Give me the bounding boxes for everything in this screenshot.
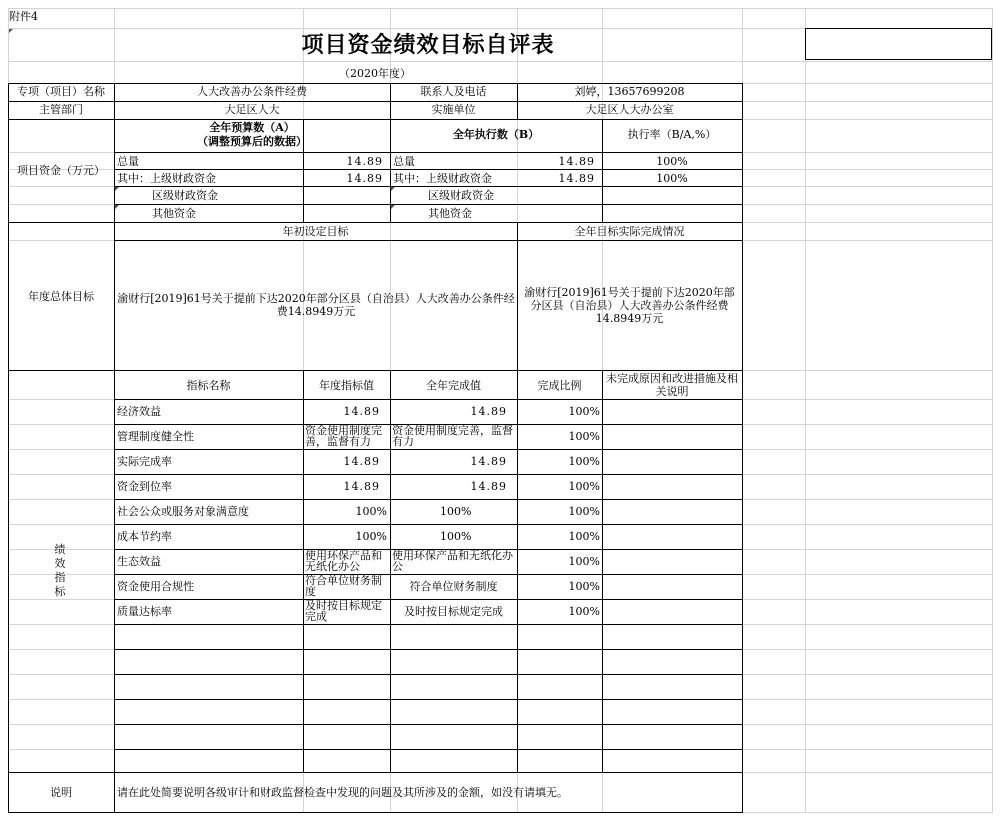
perf-row-target: 14.89 bbox=[343, 405, 380, 418]
perf-row-target: 符合单位财务制度 bbox=[305, 575, 382, 598]
funds-row-exec: 14.89 bbox=[558, 172, 595, 185]
impl-value: 大足区人大办公室 bbox=[585, 103, 674, 116]
perf-row-name: 质量达标率 bbox=[117, 605, 172, 618]
perf-row-target: 100% bbox=[355, 505, 387, 518]
attachment-label: 附件4 bbox=[9, 10, 38, 23]
perf-row-target: 14.89 bbox=[343, 455, 380, 468]
funds-row-exec-label: 总量 bbox=[393, 155, 415, 168]
perf-row-target: 14.89 bbox=[343, 480, 380, 493]
funds-row-label: 其他资金 bbox=[152, 207, 196, 220]
funds-row-rate: 100% bbox=[656, 172, 688, 185]
perf-row-name: 资金使用合规性 bbox=[117, 580, 194, 593]
funds-row-budget: 14.89 bbox=[346, 172, 383, 185]
perf-row-done: 及时按目标规定完成 bbox=[404, 605, 503, 618]
perf-row-target: 资金使用制度完善，监督有力 bbox=[305, 425, 382, 448]
perf-row-done: 资金使用制度完善，监督有力 bbox=[392, 425, 513, 448]
perf-row-done: 14.89 bbox=[470, 480, 507, 493]
dept-label: 主管部门 bbox=[39, 103, 83, 116]
impl-label: 实施单位 bbox=[431, 103, 476, 116]
perf-header-reason: 未完成原因和改进措施及相关说明 bbox=[606, 372, 738, 398]
cell-comment-marker bbox=[115, 187, 119, 191]
perf-row-ratio: 100% bbox=[568, 605, 600, 618]
perf-row-target: 100% bbox=[355, 530, 387, 543]
perf-header-ratio: 完成比例 bbox=[537, 379, 582, 392]
contact-value: 刘婷，13657699208 bbox=[574, 85, 685, 98]
budget-header-1: 全年预算数（A） bbox=[209, 121, 295, 134]
year-label: （2020年度） bbox=[339, 67, 411, 80]
perf-row-ratio: 100% bbox=[568, 430, 600, 443]
perf-row-target: 使用环保产品和无纸化办公 bbox=[305, 550, 382, 573]
funds-label: 项目资金（万元） bbox=[17, 164, 105, 177]
rate-header: 执行率（B/A,%） bbox=[627, 128, 717, 141]
perf-row-ratio: 100% bbox=[568, 530, 600, 543]
goal-done-header: 全年目标实际完成情况 bbox=[574, 225, 685, 238]
cell-comment-marker bbox=[391, 187, 395, 191]
funds-row-budget: 14.89 bbox=[346, 155, 383, 168]
perf-row-ratio: 100% bbox=[568, 455, 600, 468]
perf-row-done: 100% bbox=[440, 505, 472, 518]
cell-comment-marker bbox=[9, 29, 13, 33]
perf-row-ratio: 100% bbox=[568, 505, 600, 518]
perf-row-done: 使用环保产品和无纸化办公 bbox=[392, 550, 513, 573]
perf-row-done: 14.89 bbox=[470, 455, 507, 468]
page-title: 项目资金绩效目标自评表 bbox=[301, 32, 555, 58]
cell-comment-marker bbox=[115, 205, 119, 209]
funds-row-label: 总量 bbox=[117, 155, 139, 168]
funds-row-exec: 14.89 bbox=[558, 155, 595, 168]
perf-row-name: 成本节约率 bbox=[117, 530, 172, 543]
perf-row-target: 及时按目标规定完成 bbox=[305, 600, 382, 623]
perf-header-name: 指标名称 bbox=[186, 379, 231, 392]
funds-row-exec-label: 其他资金 bbox=[428, 207, 472, 220]
funds-row-label: 区级财政资金 bbox=[152, 189, 218, 202]
perf-label: 绩效指标 bbox=[54, 543, 66, 598]
perf-row-done: 100% bbox=[440, 530, 472, 543]
goal-label: 年度总体目标 bbox=[28, 290, 94, 303]
contact-label: 联系人及电话 bbox=[420, 85, 487, 98]
perf-row-name: 管理制度健全性 bbox=[117, 430, 194, 443]
perf-header-target: 年度指标值 bbox=[319, 379, 374, 392]
note-label: 说明 bbox=[50, 786, 72, 799]
perf-row-name: 经济效益 bbox=[117, 405, 161, 418]
exec-header: 全年执行数（B） bbox=[452, 128, 540, 141]
perf-row-ratio: 100% bbox=[568, 405, 600, 418]
perf-row-ratio: 100% bbox=[568, 480, 600, 493]
dept-value: 大足区人大 bbox=[224, 103, 280, 116]
project-name-value: 人大改善办公条件经费 bbox=[197, 85, 307, 98]
budget-header-2: （调整预算后的数据） bbox=[197, 135, 307, 148]
side-input-box[interactable] bbox=[805, 28, 992, 60]
perf-row-ratio: 100% bbox=[568, 555, 600, 568]
perf-row-ratio: 100% bbox=[568, 580, 600, 593]
perf-header-done: 全年完成值 bbox=[426, 379, 481, 392]
funds-row-exec-label: 区级财政资金 bbox=[428, 189, 494, 202]
perf-row-name: 实际完成率 bbox=[117, 455, 172, 468]
goal-set-text: 渝财行[2019]61号关于提前下达2020年部分区县（自治县）人大改善办公条件经费14.8949万元 bbox=[117, 292, 515, 318]
goal-set-header: 年初设定目标 bbox=[282, 225, 349, 238]
funds-row-label: 其中：上级财政资金 bbox=[117, 172, 216, 185]
note-text: 请在此处简要说明各级审计和财政监督检查中发现的问题及其所涉及的金额，如没有请填无。 bbox=[117, 786, 568, 799]
perf-row-name: 生态效益 bbox=[117, 555, 161, 568]
perf-row-done: 符合单位财务制度 bbox=[409, 580, 498, 593]
goal-done-text: 渝财行[2019]61号关于提前下达2020年部分区县（自治县）人大改善办公条件经费14.8949万元 bbox=[524, 286, 735, 325]
perf-row-done: 14.89 bbox=[470, 405, 507, 418]
cell-comment-marker bbox=[391, 205, 395, 209]
perf-row-name: 社会公众或服务对象满意度 bbox=[117, 505, 249, 518]
perf-row-name: 资金到位率 bbox=[117, 480, 172, 493]
funds-row-rate: 100% bbox=[656, 155, 688, 168]
project-name-label: 专项（项目）名称 bbox=[17, 85, 105, 98]
funds-row-exec-label: 其中：上级财政资金 bbox=[393, 172, 492, 185]
